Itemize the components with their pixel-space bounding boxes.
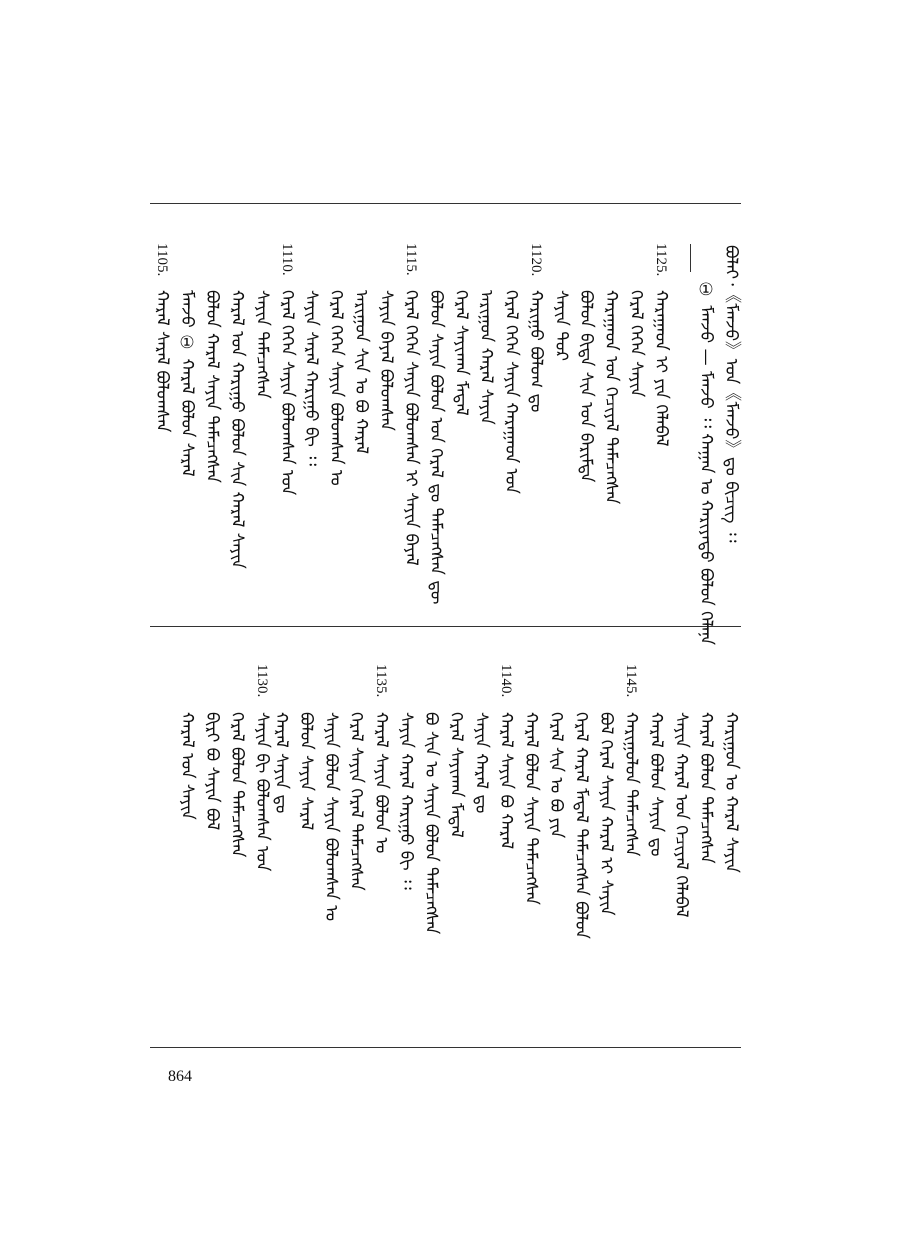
line-number: 1140. bbox=[498, 664, 514, 698]
verse-line: ᠪᠢᠷᠢ ᠪᠣ ᠰᠠᠶᠢᠨ ᠪᠣᠯ bbox=[202, 712, 222, 831]
verse-line: ᠰᠠᠶᠢᠨ ᠳᠤᠷ bbox=[551, 290, 571, 361]
line-number: 1130. bbox=[254, 664, 270, 698]
verse-line: ᠭᠡᠷᠡᠯ ᠭᠡᠭᠡᠨ ᠰᠠᠶᠢᠨ bbox=[626, 290, 646, 398]
verse-line: ᠬᠠᠷᠠᠯ ᠪᠣᠯᠤᠨ ᠲᠡᠮᠡᠴᠡᠭᠰᠡᠨ bbox=[696, 712, 716, 864]
line-number: 1115. bbox=[403, 243, 419, 276]
line-number: 1125. bbox=[653, 243, 669, 277]
verse-line: ᠭᠡᠷᠡᠯ ᠰᠠᠶᠢᠬᠠᠨ ᠮᠡᠳᠡᠯ bbox=[446, 712, 466, 838]
verse-line: ᠪᠣᠯ ᠭᠡᠷᠡᠯ ᠰᠠᠶᠢᠨ ᠬᠠᠷᠠᠯ ᠢ ᠰᠠᠶᠢᠨ bbox=[596, 712, 616, 916]
verse-line: ᠰᠠᠶᠢᠨ ᠪᠣᠯᠤᠨ ᠰᠠᠶᠢᠨ ᠪᠣᠯᠤᠭᠰᠠᠨ ᠤ bbox=[321, 712, 341, 922]
verse-line: ᠪᠣᠯᠤᠨ ᠪᠢᠳᠡ ᠰᠢᠨ ᠤᠨ ᠪᠠᠷᠢᠮᠲᠠ bbox=[576, 290, 596, 483]
verse-line: ᠪᠣ ᠰᠢᠨ ᠤ ᠰᠠᠶᠢᠨ ᠪᠣᠯᠤᠨ ᠲᠡᠮᠡᠴᠡᠭᠰᠡᠨ bbox=[421, 712, 441, 935]
verse-line: ᠰᠠᠶᠢᠨ ᠰᠠᠷᠠᠯ ᠬᠠᠷᠢᠭᠤ ᠪᠢ ᠄᠄ bbox=[301, 290, 321, 466]
verse-line: ᠭᠡᠷᠡᠯ ᠪᠣᠯᠤᠨ ᠲᠡᠮᠡᠴᠡᠭᠰᠡᠨ bbox=[227, 712, 247, 858]
verse-line: ᠠᠷᠢᠭᠤᠨ ᠰᠢᠨ ᠤ ᠪᠣ ᠬᠠᠷᠠᠯ bbox=[351, 290, 371, 454]
verse-line: ᠭᠡᠷᠡᠯ ᠰᠠᠶᠢᠬᠠᠨ ᠮᠡᠳᠡᠯ bbox=[451, 290, 471, 416]
verse-line: ᠬᠠᠷᠠᠯ ᠪᠣᠯᠤᠨ ᠰᠠᠶᠢᠨ ᠳᠤ bbox=[646, 712, 666, 857]
verse-line: ᠬᠠᠷᠢᠭᠤᠯᠤᠨ ᠲᠡᠮᠡᠴᠡᠭᠰᠡᠨ bbox=[621, 712, 641, 857]
verse-line: ᠪᠣᠯᠤᠨ ᠰᠠᠶᠢᠨ ᠪᠣᠯᠤᠨ ᠤᠨ ᠭᠡᠷᠡᠯ ᠳᠤ ᠲᠡᠮᠡᠴᠡᠭᠰᠡᠨ ᠳᠦ bbox=[426, 290, 446, 605]
verse-line: ᠪᠣᠯᠤᠨ ᠰᠠᠶᠢᠨ ᠰᠠᠷᠠᠯ bbox=[296, 712, 316, 831]
footnote-separator bbox=[690, 244, 691, 272]
verse-line: ᠬᠠᠷᠠᠯ ᠰᠠᠶᠢᠨ ᠪᠣ ᠬᠠᠷᠠᠯ bbox=[496, 712, 516, 850]
verse-line: ᠰᠠᠶᠢᠨ ᠬᠠᠷᠠᠯ ᠬᠠᠷᠢᠭᠤ ᠪᠢ ᠄᠄ bbox=[396, 712, 416, 890]
top-rule bbox=[150, 203, 741, 204]
verse-line: ᠰᠠᠶᠢᠨ ᠲᠡᠮᠡᠴᠡᠭᠰᠡᠨ bbox=[252, 290, 272, 399]
verse-line: ᠭᠡᠷᠡᠯ ᠰᠢᠨ ᠤ ᠪᠣ ᠶᠢᠨ bbox=[546, 712, 566, 839]
verse-line: ᠰᠠᠶᠢᠨ ᠪᠠᠶᠠᠯ ᠪᠣᠯᠤᠭᠰᠠᠨ bbox=[376, 290, 396, 431]
verse-line: ᠬᠠᠷᠠᠯ ᠰᠠᠶᠢᠨ ᠳᠤ bbox=[271, 712, 291, 814]
verse-line: ᠭᠡᠷᠡᠯ ᠭᠡᠭᠡᠨ ᠰᠠᠶᠢᠨ ᠪᠣᠯᠤᠭᠰᠠᠨ ᠤ bbox=[326, 290, 346, 486]
verse-line: ᠬᠠᠷᠠᠯ ᠤᠨ ᠬᠠᠷᠢᠭᠤ ᠪᠣᠯᠤᠨ ᠰᠢᠨ ᠬᠠᠷᠠᠯ ᠰᠠᠶᠢᠨ bbox=[227, 290, 247, 569]
verse-line: ᠭᠡᠷᠡᠯ ᠬᠠᠷᠠᠯ ᠮᠡᠳᠡᠯ ᠲᠡᠮᠡᠴᠡᠭᠰᠡᠨ ᠪᠣᠯᠤᠨ bbox=[571, 712, 591, 939]
line-number: 1120. bbox=[528, 243, 544, 277]
verse-line: ᠭᠡᠷᠡᠯ ᠭᠡᠭᠡᠨ ᠰᠠᠶᠢᠨ ᠪᠣᠯᠤᠭᠰᠠᠨ ᠤᠨ bbox=[277, 290, 297, 496]
verse-line: ᠬᠠᠷᠠᠭᠠᠳ ᠢ ᠶᠢᠨ ᠬᠡᠯᠡᠪᠡᠯ bbox=[651, 290, 671, 447]
middle-rule bbox=[150, 626, 741, 627]
line-number: 1135. bbox=[373, 664, 389, 698]
footnote-line: ① ᠮᠠᠨᠵᠤ — ᠮᠠᠨᠵᠤ ᠄᠄ ᠬᠠᠭᠠᠨ ᠤ ᠬᠠᠷᠢᠶᠠᠲᠤ ᠪᠣᠯᠤᠨ ᠬᠡᠯᠡᠨᠡ bbox=[696, 280, 716, 646]
line-number: 1105. bbox=[154, 243, 170, 277]
verse-line: ᠪᠣᠯᠤᠨ ᠬᠠᠷᠠᠯ ᠰᠠᠶᠢᠨ ᠲᠡᠮᠡᠴᠡᠭᠰᠡᠨ bbox=[202, 290, 222, 483]
line-number: 1145. bbox=[623, 664, 639, 698]
verse-line: ᠮᠠᠨᠵᠤ ① ᠬᠠᠷᠠᠯ ᠪᠣᠯᠤᠨ ᠰᠠᠷᠠᠯ bbox=[177, 290, 197, 477]
verse-line: ᠬᠠᠷᠠᠯ ᠰᠠᠷᠠᠯ ᠪᠣᠯᠤᠭᠰᠠᠨ bbox=[152, 290, 172, 433]
verse-line: ᠬᠠᠷᠠᠭᠠᠳ ᠤᠨ ᠬᠡᠴᠢᠶᠡᠯ ᠲᠡᠮᠡᠴᠡᠭᠰᠡᠨ bbox=[601, 290, 621, 505]
verse-line: ᠭᠡᠷᠡᠯ ᠭᠡᠭᠡᠨ ᠰᠠᠶᠢᠨ ᠪᠣᠯᠤᠭᠰᠠᠨ ᠢ ᠰᠠᠶᠢᠨ ᠪᠠᠶᠠᠯ bbox=[401, 290, 421, 566]
verse-line: ᠰᠠᠶᠢᠨ ᠬᠠᠷᠠᠯ ᠳᠤ bbox=[471, 712, 491, 814]
verse-line: ᠬᠠᠷᠠᠯ ᠤᠨ ᠰᠠᠶᠢᠨ bbox=[177, 712, 197, 820]
verse-line: ᠰᠠᠶᠢᠨ ᠬᠠᠷᠠᠯ ᠤᠨ ᠬᠡᠴᠢᠶᠡᠯ ᠬᠡᠯᠡᠪᠡᠯ bbox=[671, 712, 691, 918]
verse-line: ᠠᠷᠢᠭᠤᠨ ᠬᠠᠷᠠᠯ ᠰᠠᠶᠢᠨ bbox=[476, 290, 496, 425]
verse-line: ᠬᠠᠷᠠᠯ ᠪᠣᠯᠤᠨ ᠰᠠᠶᠢᠨ ᠲᠡᠮᠡᠴᠡᠭᠰᠡᠨ bbox=[521, 712, 541, 905]
verse-line: ᠰᠠᠶᠢᠨ ᠪᠢ ᠪᠣᠯᠤᠭᠰᠠᠨ ᠤᠨ bbox=[252, 712, 272, 872]
verse-line: ᠭᠡᠷᠡᠯ ᠰᠠᠶᠢᠨ ᠭᠡᠷᠡᠯ ᠲᠡᠮᠡᠴᠡᠭᠰᠡᠨ bbox=[346, 712, 366, 891]
bottom-rule bbox=[150, 1047, 741, 1048]
verse-line: ᠭᠡᠷᠡᠯ ᠭᠡᠭᠡᠨ ᠰᠠᠶᠢᠨ ᠬᠠᠷᠠᠭᠠᠳ ᠤᠨ bbox=[501, 290, 521, 494]
verse-line: ᠬᠠᠷᠢᠭᠤ ᠪᠣᠯᠤᠭ ᠳᠤ bbox=[526, 290, 546, 413]
verse-line: ᠬᠠᠷᠠᠯ ᠰᠠᠶᠢᠨ ᠪᠣᠯᠤᠨ ᠤ bbox=[371, 712, 391, 854]
page-number: 864 bbox=[168, 1068, 192, 1085]
verse-line: ᠬᠠᠷᠢᠭᠤᠨ ᠤ ᠬᠠᠷᠠᠯ ᠰᠠᠶᠢᠨ bbox=[721, 712, 741, 873]
footnote-line: ᠪᠣᠯᠠᠶ᠂《ᠮᠠᠨᠵᠤ》ᠤᠨ《ᠮᠠᠨᠵᠤ》ᠳᠤ ᠪᠢᠴᠢᠭ᠌ ᠄᠄ bbox=[721, 245, 741, 543]
line-number: 1110. bbox=[279, 243, 295, 276]
